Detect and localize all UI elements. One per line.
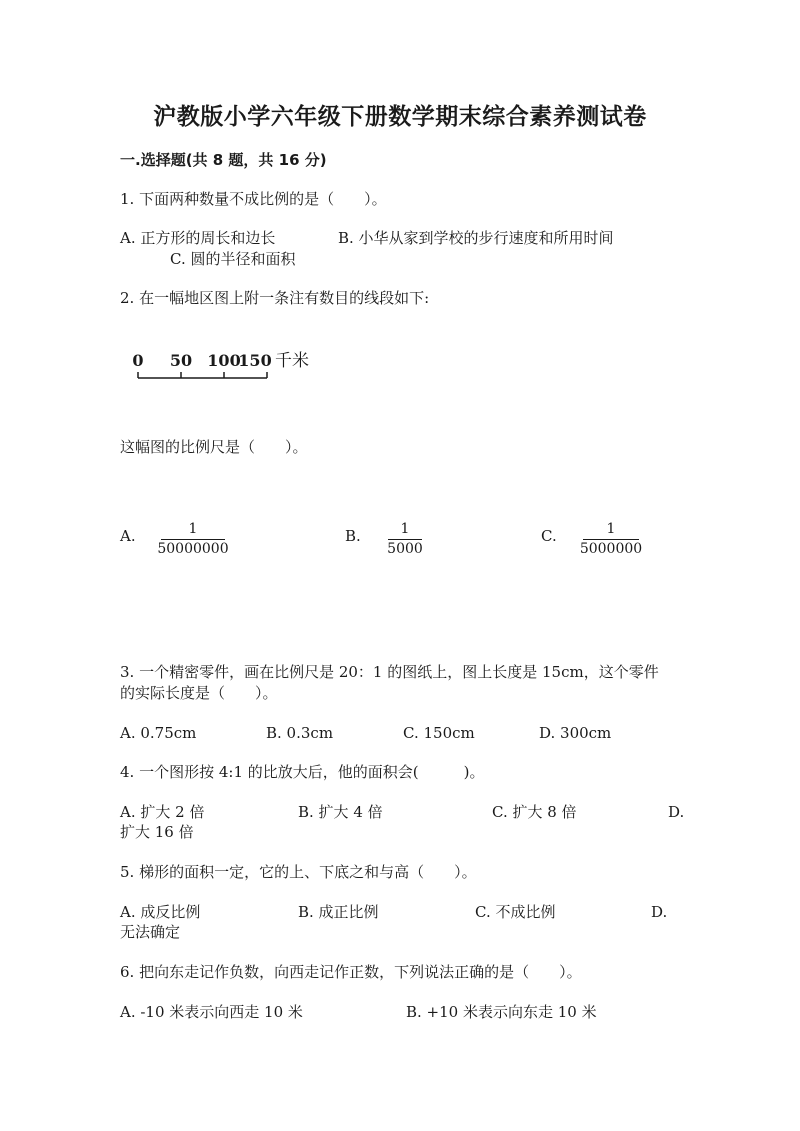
fraction-bar [388, 539, 422, 540]
page-title: 沪教版小学六年级下册数学期末综合素养测试卷 [153, 104, 647, 130]
question-4-option-d-letter: D. [668, 803, 685, 821]
fraction-denominator: 5000 [387, 541, 423, 557]
question-1-option-b: B. 小华从家到学校的步行速度和所用时间 [338, 229, 614, 247]
fraction-numerator: 1 [188, 521, 198, 537]
question-3-stem-line-2: 的实际长度是（ ）。 [120, 684, 278, 702]
question-4-option-d-text: 扩大 16 倍 [120, 823, 194, 841]
question-2-option-c-fraction [571, 521, 651, 558]
question-5-option-c: C. 不成比例 [475, 903, 556, 921]
question-2-option-b-fraction [365, 521, 445, 558]
question-1-option-c: C. 圆的半径和面积 [170, 250, 296, 268]
question-5-option-b: B. 成正比例 [298, 903, 379, 921]
fraction-numerator: 1 [400, 521, 410, 537]
question-6-option-b: B. +10 米表示向东走 10 米 [406, 1003, 597, 1021]
question-1-stem: 1. 下面两种数量不成比例的是（ ）。 [120, 190, 387, 208]
question-2-option-a-fraction [153, 521, 233, 558]
question-5-option-d-letter: D. [651, 903, 668, 921]
question-6-stem: 6. 把向东走记作负数，向西走记作正数，下列说法正确的是（ ）。 [120, 963, 582, 981]
question-3-stem-line-1: 3. 一个精密零件，画在比例尺是 20：1 的图纸上，图上长度是 15cm，这个零件 [120, 663, 659, 681]
question-2-option-b-letter: B. [345, 527, 361, 545]
question-3-option-b: B. 0.3cm [266, 724, 334, 742]
question-2-option-a-letter: A. [120, 527, 136, 545]
question-2-sub: 这幅图的比例尺是（ ）。 [120, 438, 308, 456]
fraction-denominator: 5000000 [579, 541, 643, 557]
scale-tick-label-0: 0 [132, 351, 144, 370]
scale-tick-label-150: 150 [238, 351, 272, 370]
section-heading: 一.选择题(共 8 题，共 16 分) [120, 151, 327, 169]
question-3-option-a: A. 0.75cm [120, 724, 197, 742]
fraction-denominator: 50000000 [157, 541, 229, 557]
scale-unit-label: 千米 [275, 351, 309, 371]
question-4-option-b: B. 扩大 4 倍 [298, 803, 383, 821]
scale-tick-label-50: 50 [169, 351, 193, 370]
question-4-option-c: C. 扩大 8 倍 [492, 803, 577, 821]
question-5-option-a: A. 成反比例 [120, 903, 201, 921]
question-5-stem: 5. 梯形的面积一定，它的上、下底之和与高（ ）。 [120, 863, 477, 881]
fraction-bar [583, 539, 639, 540]
question-1-option-a: A. 正方形的周长和边长 [120, 229, 276, 247]
question-4-option-a: A. 扩大 2 倍 [120, 803, 205, 821]
scale-tick-label-100: 100 [207, 351, 241, 370]
question-2-option-c-letter: C. [541, 527, 557, 545]
fraction-bar [161, 539, 225, 540]
question-5-option-d-text: 无法确定 [120, 923, 181, 941]
question-3-option-c: C. 150cm [403, 724, 475, 742]
map-scale-bar [130, 345, 330, 385]
fraction-numerator: 1 [606, 521, 616, 537]
question-4-stem: 4. 一个图形按 4:1 的比放大后，他的面积会( )。 [120, 763, 485, 781]
question-2-stem: 2. 在一幅地区图上附一条注有数目的线段如下: [120, 289, 430, 307]
question-3-option-d: D. 300cm [539, 724, 612, 742]
question-6-option-a: A. -10 米表示向西走 10 米 [120, 1003, 303, 1021]
